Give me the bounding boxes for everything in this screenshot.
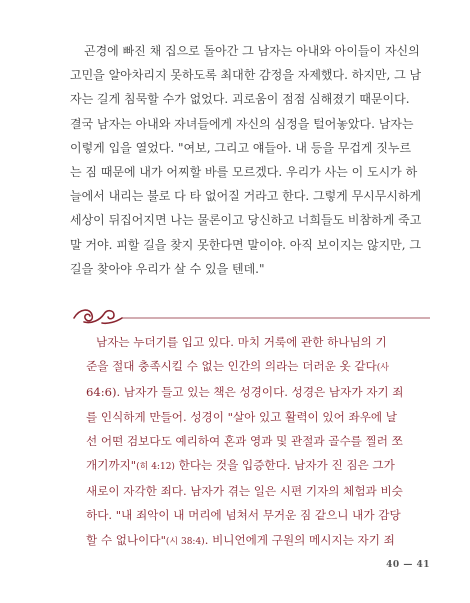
- commentary-line: 를 인식하게 만들어. 성경이 "살아 있고 활력이 있어 좌우에 날: [86, 409, 397, 424]
- flourish-divider-icon: [70, 304, 430, 326]
- page-number: 40 — 41: [386, 560, 430, 570]
- main-line: 는 짐 때문에 내가 어찌할 바를 모르겠다. 우리가 사는 이 도시가 하: [70, 165, 418, 180]
- commentary-line: 준을 절대 충족시킬 수 없는 인간의 의라는 더러운 옷 같다(사: [86, 359, 389, 374]
- main-line: 세상이 뒤집어지면 나는 물론이고 당신하고 너희들도 비참하게 죽고: [70, 213, 422, 228]
- commentary-line: 하다. "내 죄악이 내 머리에 넘쳐서 무거운 짐 같으니 내가 감당: [86, 508, 401, 523]
- commentary-line: 64:6). 남자가 들고 있는 책은 성경이다. 성경은 남자가 자기 죄: [86, 385, 404, 400]
- main-line: 자는 길게 침묵할 수가 없었다. 괴로움이 점점 심해졌기 때문이다.: [70, 92, 410, 107]
- scripture-reference: (시 38:4): [165, 536, 205, 547]
- main-line: 곤경에 빠진 채 집으로 돌아간 그 남자는 아내와 아이들이 자신의: [84, 44, 420, 58]
- commentary-paragraph: [86, 330, 431, 554]
- commentary-line: 개기까지"(히 4:12) 한다는 것을 입증한다. 남자가 진 짐은 그가: [86, 458, 395, 473]
- main-line: 말 거야. 피할 길을 찾지 못한다면 말이야. 아직 보이지는 않지만, 그: [70, 237, 421, 252]
- scripture-reference: (사: [376, 363, 389, 374]
- commentary-line: 남자는 누더기를 입고 있다. 마치 거룩에 관한 하나님의 기: [96, 335, 387, 349]
- main-line: 고민을 알아차리지 못하도록 최대한 감정을 자제했다. 하지만, 그 남: [70, 68, 422, 83]
- main-line: 길을 찾아야 우리가 살 수 있을 텐데.": [70, 261, 265, 276]
- main-line: 늘에서 내리는 불로 다 타 없어질 거라고 한다. 그렇게 무시무시하게: [70, 189, 422, 204]
- main-line: 결국 남자는 아내와 자녀들에게 자신의 심정을 털어놓았다. 남자는: [70, 116, 414, 131]
- commentary-line: 새로이 자각한 죄다. 남자가 겪는 일은 시편 기자의 체험과 비슷: [86, 484, 403, 499]
- main-paragraph: [70, 39, 430, 281]
- commentary-line: 선 어떤 검보다도 예리하여 혼과 영과 및 관절과 골수를 찔러 쪼: [86, 433, 403, 448]
- commentary-line: 할 수 없나이다"(시 38:4). 비니언에게 구원의 메시지는 자기 죄: [86, 532, 395, 547]
- main-line: 이렇게 입을 열었다. "여보, 그리고 얘들아. 내 등을 무겁게 짓누르: [70, 140, 412, 155]
- scripture-reference: (히 4:12): [136, 462, 175, 473]
